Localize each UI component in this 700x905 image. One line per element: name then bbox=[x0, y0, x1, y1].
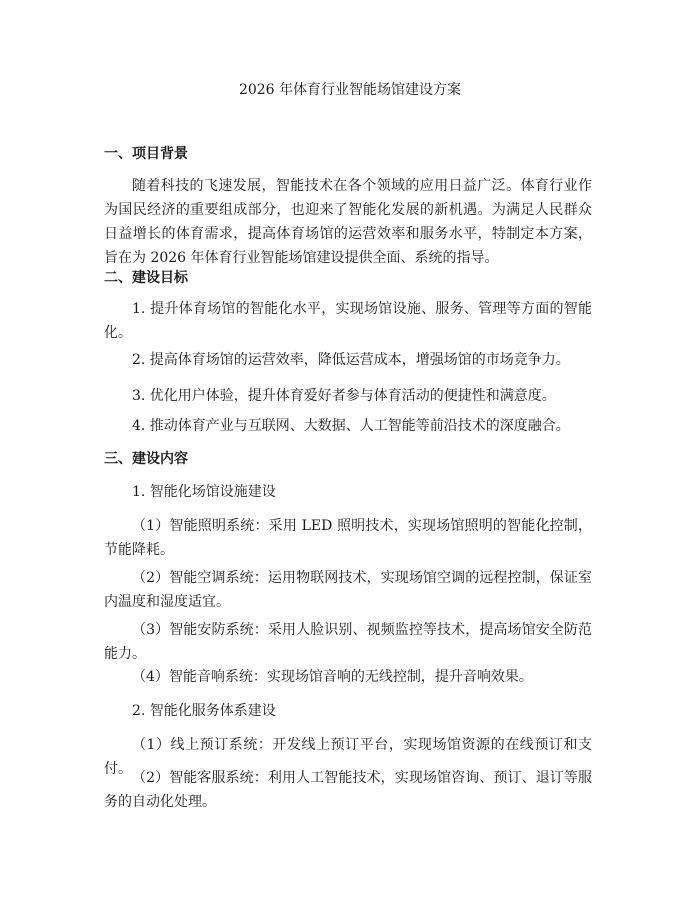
goal-item: 2. 提高体育场馆的运营效率，降低运营成本，增强场馆的市场竞争力。 bbox=[132, 352, 570, 368]
background-paragraph: 随着科技的飞速发展，智能技术在各个领域的应用日益广泛。体育行业作为国民经济的重要组成部分，也迎来了智能化发展的新机遇。为满足人民群众日益增长的体育需求，提高体育场馆的运营效率和服务水平，特制定本方案，旨在为 2026 年体育行业智能场馆建设提供全面、系统的指导。 bbox=[104, 178, 592, 266]
subsection-label: 2. 智能化服务体系建设 bbox=[132, 703, 276, 719]
content-item: （1）智能照明系统：采用 LED 照明技术，实现场馆照明的智能化控制，节能降耗。 bbox=[104, 518, 592, 558]
content-item: （2）智能客服系统：利用人工智能技术，实现场馆咨询、预订、退订等服务的自动化处理。 bbox=[104, 770, 592, 810]
content-item: （1）线上预订系统：开发线上预订平台，实现场馆资源的在线预订和支付。 bbox=[104, 737, 592, 777]
section-heading-content: 三、建设内容 bbox=[104, 451, 188, 467]
goal-item: 4. 推动体育产业与互联网、大数据、人工智能等前沿技术的深度融合。 bbox=[132, 418, 570, 434]
goal-item: 3. 优化用户体验，提升体育爱好者参与体育活动的便捷性和满意度。 bbox=[132, 388, 556, 404]
content-item: （2）智能空调系统：运用物联网技术，实现场馆空调的远程控制，保证室内温度和湿度适宜。 bbox=[104, 570, 592, 610]
document-title: 2026 年体育行业智能场馆建设方案 bbox=[238, 82, 462, 98]
goal-item: 1. 提升体育场馆的智能化水平，实现场馆设施、服务、管理等方面的智能化。 bbox=[104, 301, 592, 341]
subsection-label: 1. 智能化场馆设施建设 bbox=[132, 484, 276, 500]
section-heading-background: 一、项目背景 bbox=[104, 146, 188, 162]
section-heading-goals: 二、建设目标 bbox=[104, 270, 188, 286]
content-item: （3）智能安防系统：采用人脸识别、视频监控等技术，提高场馆安全防范能力。 bbox=[104, 622, 592, 662]
content-item: （4）智能音响系统：实现场馆音响的无线控制，提升音响效果。 bbox=[132, 669, 533, 685]
